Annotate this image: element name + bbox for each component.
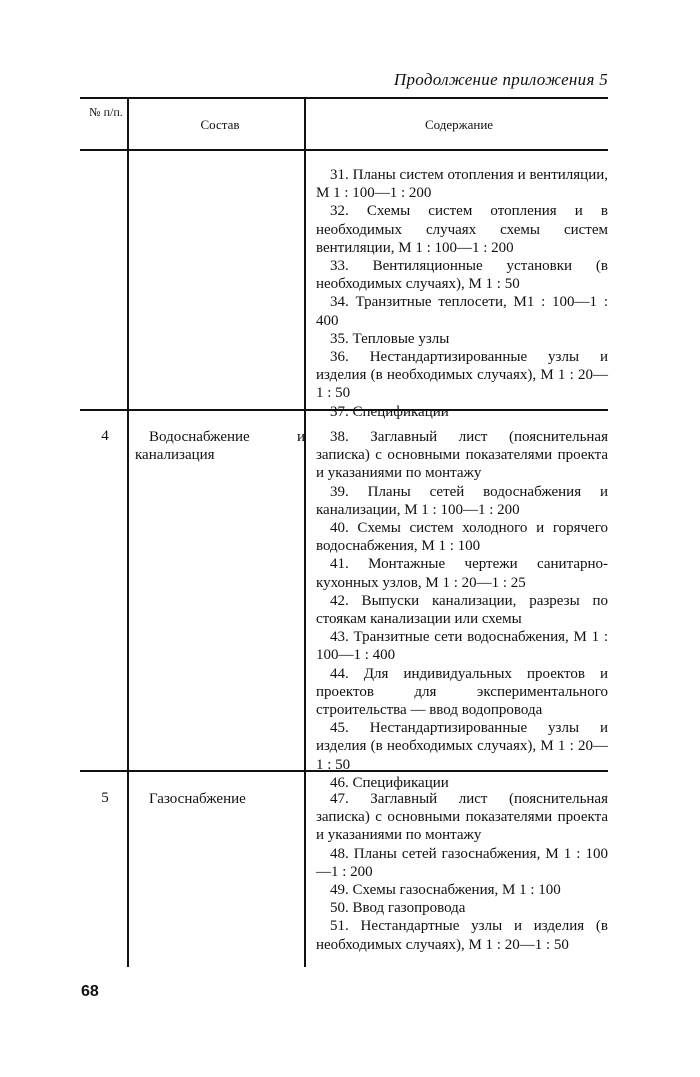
list-item: 48. Планы сетей газоснабжения, М 1 : 100—1 : 200 xyxy=(316,845,608,880)
column-divider-2 xyxy=(304,97,306,967)
header-bottom-rule xyxy=(80,149,608,151)
list-item: 45. Нестандартизированные узлы и изделия (в необходимых случаях), М 1 : 20—1 : 50 xyxy=(316,720,608,773)
list-item: 47. Заглавный лист (пояснительная записка) с основными показателями проекта и указаниями по монтажу xyxy=(316,791,608,844)
list-item: 43. Транзитные сети водоснабжения, М 1 : 100—1 : 400 xyxy=(316,629,608,664)
list-item: 37. Спецификации xyxy=(330,403,449,420)
list-item: 38. Заглавный лист (пояснительная записка) с основными показателями проекта и указаниями по монтажу xyxy=(316,429,608,482)
list-item: 40. Схемы систем холодного и горячего водоснабжения, М 1 : 100 xyxy=(316,520,608,555)
row-2-content xyxy=(316,428,608,792)
list-item: 51. Нестандартные узлы и изделия (в необходимых случаях), М 1 : 20—1 : 50 xyxy=(316,918,608,953)
row-1-content xyxy=(316,166,608,421)
row-3-number: 5 xyxy=(101,790,109,806)
list-item: 44. Для индивидуальных проектов и проектов для экспериментального строительства — ввод водопровода xyxy=(316,665,608,719)
page-header: Продолжение приложения 5 xyxy=(393,70,608,89)
sostav-line: канализация xyxy=(135,447,215,463)
column-divider-1 xyxy=(127,97,129,967)
list-item: 32. Схемы систем отопления и в необходимых случаях схемы систем вентиляции, М 1 : 100—1 : 200 xyxy=(316,203,608,256)
list-item: 31. Планы систем отопления и вентиляции, М 1 : 100—1 : 200 xyxy=(316,167,608,202)
column-header-sostav: Состав xyxy=(200,117,240,132)
list-item: 35. Тепловые узлы xyxy=(330,330,450,347)
column-header-content: Содержание xyxy=(424,117,494,132)
list-item: 41. Монтажные чертежи санитарно-кухонных узлов, М 1 : 20—1 : 25 xyxy=(316,556,608,591)
column-header-num: № п/п. xyxy=(89,105,123,119)
page-number: 68 xyxy=(81,983,99,1000)
row-2-sostav xyxy=(135,428,305,464)
list-item: 39. Планы сетей водоснабжения и канализации, М 1 : 100—1 : 200 xyxy=(316,483,608,518)
list-item: 36. Нестандартизированные узлы и изделия (в необходимых случаях), М 1 : 20—1 : 50 xyxy=(316,349,608,402)
row-3-content xyxy=(316,790,608,954)
list-item: 50. Ввод газопровода xyxy=(330,900,466,917)
list-item: 34. Транзитные теплосети, М1 : 100—1 : 400 xyxy=(316,294,608,329)
list-item: 46. Спецификации xyxy=(330,774,449,791)
row-3-sostav: Газоснабжение xyxy=(149,791,246,807)
list-item: 49. Схемы газоснабжения, М 1 : 100 xyxy=(330,882,561,899)
list-item: 33. Вентиляционные установки (в необходимых случаях), М 1 : 50 xyxy=(316,258,608,293)
list-item: 42. Выпуски канализации, разрезы по стоякам канализации или схемы xyxy=(316,592,608,628)
sostav-word: и xyxy=(296,429,305,445)
row-2-number: 4 xyxy=(101,428,109,444)
table-top-rule xyxy=(80,97,608,99)
sostav-word: Водоснабжение xyxy=(149,429,250,445)
